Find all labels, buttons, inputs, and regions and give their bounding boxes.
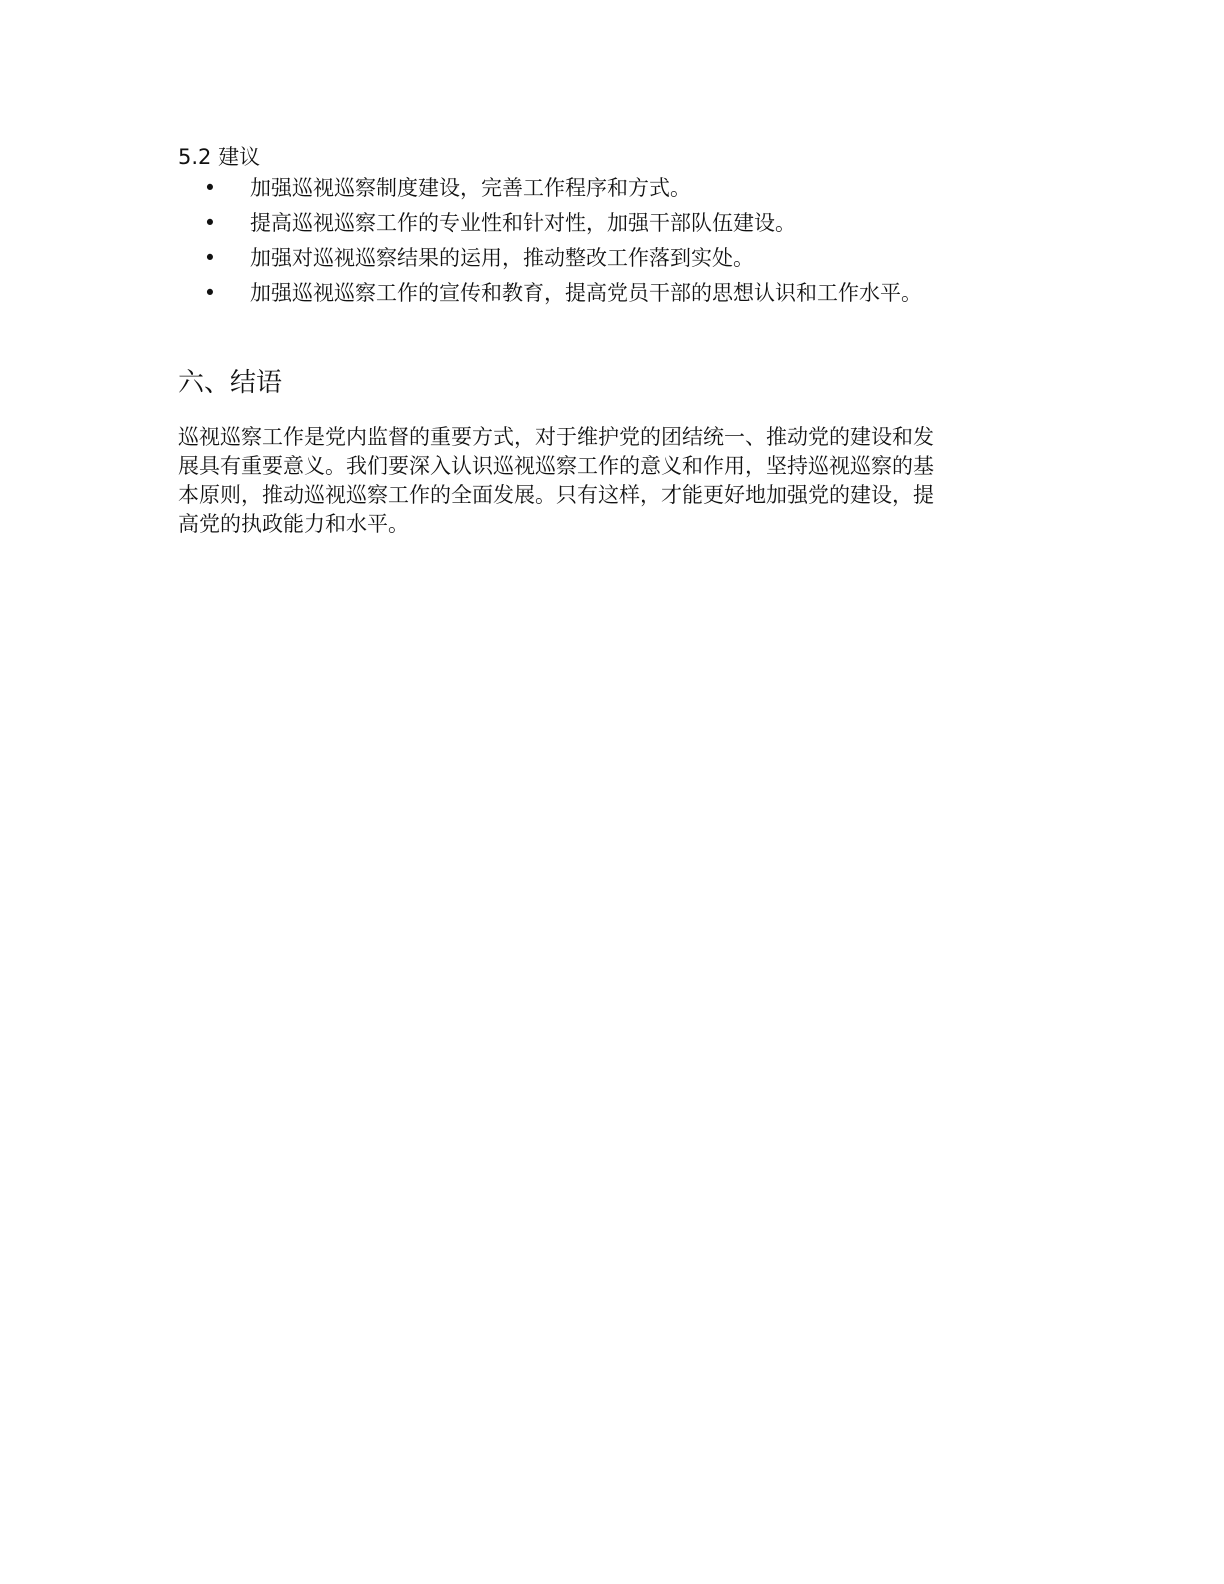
list-item: [178, 209, 1058, 244]
paragraph-line: 展具有重要意义。我们要深入认识巡视巡察工作的意义和作用，坚持巡视巡察的基: [178, 454, 934, 478]
bullet-icon: •: [203, 211, 217, 235]
bullet-icon: •: [203, 176, 217, 200]
list-item-text: 加强巡视巡察制度建设，完善工作程序和方式。: [250, 176, 691, 200]
list-item-text: 加强巡视巡察工作的宣传和教育，提高党员干部的思想认识和工作水平。: [250, 281, 922, 305]
section-heading: 六、结语: [178, 368, 283, 398]
subsection-heading: 5.2 建议: [178, 145, 261, 169]
paragraph-line: 巡视巡察工作是党内监督的重要方式，对于维护党的团结统一、推动党的建设和发: [178, 425, 934, 449]
list-item-text: 提高巡视巡察工作的专业性和针对性，加强干部队伍建设。: [250, 211, 796, 235]
recommendations-list: [178, 174, 1058, 314]
paragraph-line: 高党的执政能力和水平。: [178, 512, 409, 536]
conclusion-paragraph: [178, 423, 1044, 539]
list-item: [178, 279, 1058, 314]
bullet-icon: •: [203, 246, 217, 270]
list-item: [178, 174, 1058, 209]
list-item: [178, 244, 1058, 279]
list-item-text: 加强对巡视巡察结果的运用，推动整改工作落到实处。: [250, 246, 754, 270]
paragraph-line: 本原则，推动巡视巡察工作的全面发展。只有这样，才能更好地加强党的建设，提: [178, 483, 934, 507]
bullet-icon: •: [203, 281, 217, 305]
